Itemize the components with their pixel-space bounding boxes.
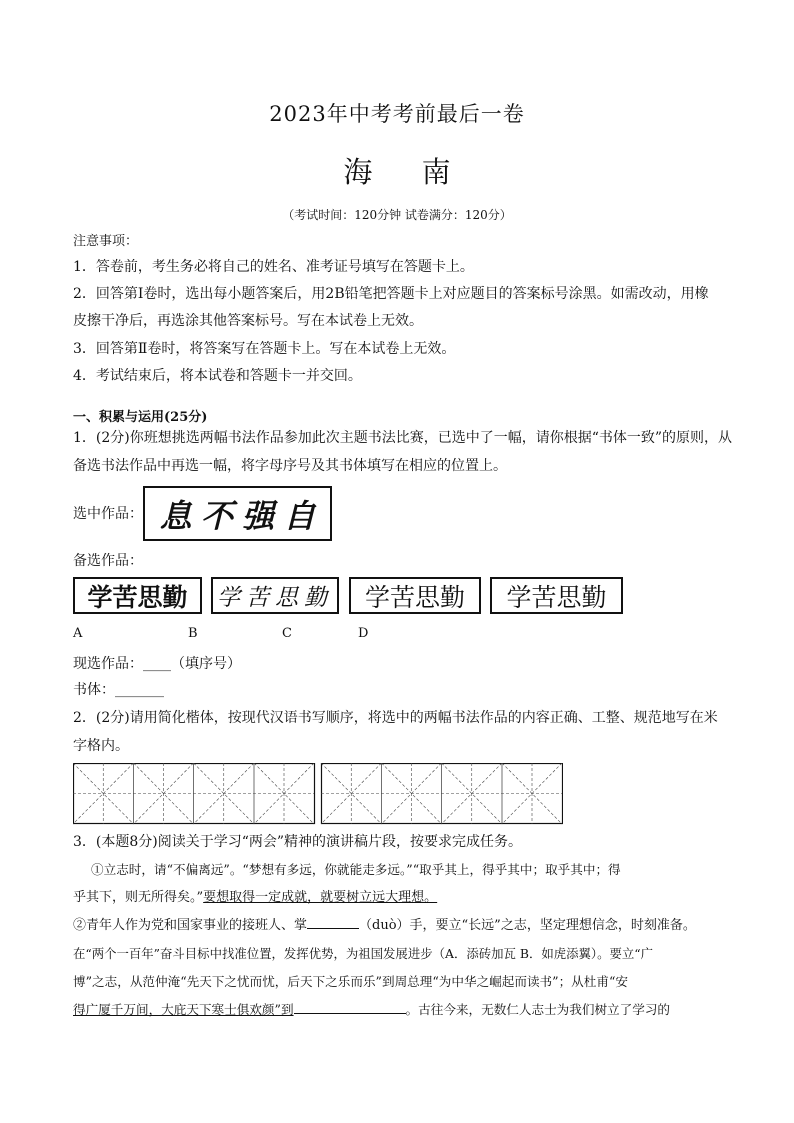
passage-text: ②青年人作为党和国家事业的接班人、掌 bbox=[73, 918, 308, 933]
passage-line bbox=[73, 912, 723, 940]
passage-line bbox=[73, 996, 723, 1024]
mizige-grid bbox=[73, 763, 563, 825]
candidate-letter: D bbox=[358, 626, 369, 641]
mizige-group-left bbox=[73, 763, 315, 824]
calligraphy-image: 不 bbox=[200, 496, 233, 535]
exam-region: 海 南 bbox=[343, 155, 471, 189]
answer-selection-line: 现选作品：____（填序号） bbox=[73, 656, 241, 672]
candidates-label: 备选作品： bbox=[73, 553, 143, 569]
answer-font-line: 书体：_______ bbox=[73, 682, 164, 698]
candidate-b-text: 学苦思勤 bbox=[217, 585, 333, 611]
question-2-text: 字格内。 bbox=[73, 738, 129, 754]
candidate-c-text: 学苦思勤 bbox=[364, 582, 465, 612]
question-1-text: 1．(2分)你班想挑选两幅书法作品参加此次主题书法比赛，已选中了一幅，请你根据“书体一致”的原则，从 bbox=[73, 430, 733, 446]
passage-text: ①立志时，请“不偏离远”。“梦想有多远，你就能走多远。”“取乎其上，得乎其中；取乎其中；得 bbox=[91, 862, 621, 877]
passage-text: 乎其下，则无所得矣。” bbox=[73, 890, 204, 905]
question-3-text: 3．(本题8分)阅读关于学习“两会”精神的演讲稿片段，按要求完成任务。 bbox=[73, 834, 523, 850]
fill-blank[interactable] bbox=[294, 1013, 406, 1014]
passage-text: 博”之志，从范仲淹“先天下之忧而忧，后天下之乐而乐”到周总理“为中华之崛起而读书”；从杜甫“安 bbox=[73, 974, 628, 989]
passage-underlined-sentence: 要想取得一定成就，就要树立远大理想。 bbox=[203, 890, 438, 905]
candidate-a bbox=[73, 577, 202, 614]
notice-item: 2．回答第Ⅰ卷时，选出每小题答案后，用2B铅笔把答题卡上对应题目的答案标号涂黑。如需改动，用橡 bbox=[73, 286, 709, 302]
calligraphy-image: 自 bbox=[283, 496, 316, 535]
selected-calligraphy bbox=[143, 486, 332, 541]
section-heading: 一、积累与运用(25分) bbox=[73, 410, 208, 425]
candidate-d bbox=[490, 577, 623, 614]
notice-item: 3．回答第Ⅱ卷时，将答案写在答题卡上。写在本试卷上无效。 bbox=[73, 341, 456, 357]
calligraphy-image: 息 bbox=[159, 496, 192, 535]
exam-title: 2023年中考考前最后一卷 bbox=[269, 102, 525, 126]
candidate-letter: C bbox=[282, 626, 292, 641]
notice-item: 1．答卷前，考生务必将自己的姓名、准考证号填写在答题卡上。 bbox=[73, 259, 474, 275]
passage-line bbox=[73, 884, 723, 912]
question-2-text: 2．(2分)请用简化楷体，按现代汉语书写顺序，将选中的两幅书法作品的内容正确、工整、规范地写在米 bbox=[73, 710, 718, 726]
question-1-text: 备选书法作品中再选一幅，将字母序号及其书体填写在相应的位置上。 bbox=[73, 458, 507, 474]
notice-item: 4．考试结束后，将本试卷和答题卡一并交回。 bbox=[73, 368, 362, 384]
passage bbox=[73, 856, 723, 1024]
fill-blank[interactable] bbox=[307, 928, 359, 929]
candidate-letter: A bbox=[73, 626, 83, 641]
calligraphy-image: 强 bbox=[242, 496, 275, 535]
passage-line bbox=[73, 856, 723, 884]
passage-line bbox=[73, 940, 723, 968]
passage-text: 在“两个一百年”奋斗目标中找准位置，发挥优势，为祖国发展进步（A．添砖加瓦 B．如虎添翼）。要立“广 bbox=[73, 946, 653, 961]
mizige-group-right bbox=[321, 763, 563, 824]
notice-item: 皮擦干净后，再选涂其他答案标号。写在本试卷上无效。 bbox=[73, 313, 423, 329]
passage-text: 。古往今来，无数仁人志士为我们树立了学习的 bbox=[405, 1002, 671, 1017]
candidate-c bbox=[349, 577, 481, 614]
passage-text: （duò）手，要立“长远”之志，坚定理想信念，时刻准备。 bbox=[359, 918, 696, 933]
candidate-b bbox=[211, 577, 339, 614]
passage-underlined-sentence: 得广厦千万间，大庇天下寒士俱欢颜”到 bbox=[73, 1002, 294, 1017]
candidate-letter: B bbox=[188, 626, 198, 641]
notice-heading: 注意事项： bbox=[73, 234, 139, 249]
exam-time-info: （考试时间：120分钟 试卷满分：120分） bbox=[282, 208, 512, 222]
candidate-d-text: 学苦思勤 bbox=[506, 582, 607, 612]
candidate-a-text: 学苦思勤 bbox=[87, 582, 188, 612]
selected-work-label: 选中作品： bbox=[73, 506, 143, 522]
passage-line bbox=[73, 968, 723, 996]
